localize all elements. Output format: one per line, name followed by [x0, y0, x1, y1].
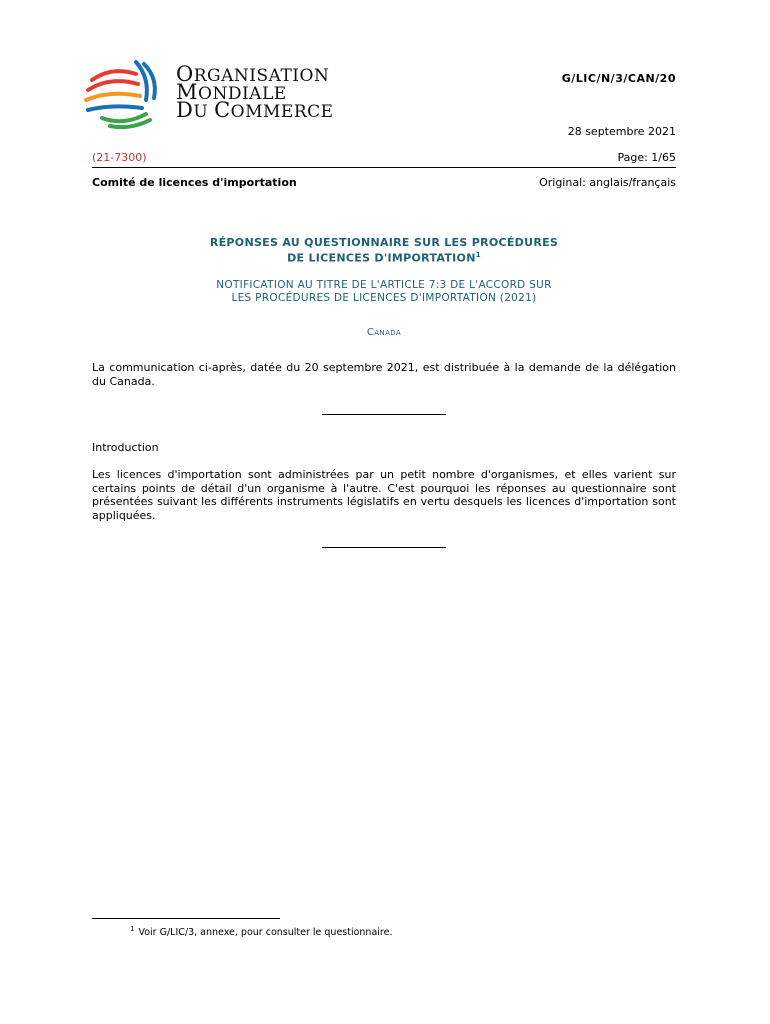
body-paragraph: Les licences d'importation sont administrées par un petit nombre d'organismes, et elles varient sur certains points de détail d'un organisme à l'autre. C'est pourquoi les réponses au questionnaire sont présentées suivant les différents instruments législatifs en vertu desquels les licences d'importation sont appliquées.	[92, 468, 676, 522]
document-title	[92, 236, 676, 265]
header-divider	[92, 167, 676, 168]
original-language: Original: anglais/français	[539, 176, 676, 189]
document-date: 28 septembre 2021	[567, 125, 676, 138]
wto-logo	[84, 58, 166, 130]
footnote-divider	[92, 918, 280, 919]
subtitle-line-1: NOTIFICATION AU TITRE DE L'ARTICLE 7:3 DE L'ACCORD SUR	[216, 279, 552, 291]
page-indicator: Page: 1/65	[617, 151, 676, 164]
intro-paragraph: La communication ci-après, datée du 20 septembre 2021, est distribuée à la demande de la délégation du Canada.	[92, 361, 676, 388]
title-footnote-marker: 1	[475, 251, 481, 259]
country-name: Canada	[366, 327, 402, 338]
document-subtitle	[92, 279, 676, 305]
job-number: (21-7300)	[92, 151, 147, 164]
separator-line	[322, 547, 446, 548]
title-line-1: RÉPONSES AU QUESTIONNAIRE SUR LES PROCÉDURES	[209, 236, 559, 249]
footnote-marker: 1	[130, 925, 135, 933]
org-name-line3: DU COMMERCE	[176, 98, 334, 122]
subtitle-line-2: LES PROCÉDURES DE LICENCES D'IMPORTATION (2021)	[231, 292, 537, 304]
document-symbol: G/LIC/N/3/CAN/20	[561, 72, 676, 85]
org-name-line1: ORGANISATION	[176, 62, 330, 86]
title-line-2	[92, 249, 676, 265]
footnote	[130, 925, 392, 938]
org-name-line2: MONDIALE	[176, 80, 287, 104]
title-line-2-text: DE LICENCES D'IMPORTATION	[287, 251, 476, 265]
separator-line	[322, 414, 446, 415]
committee-name: Comité de licences d'importation	[92, 176, 297, 189]
footnote-text: Voir G/LIC/3, annexe, pour consulter le questionnaire.	[138, 927, 393, 939]
section-heading: Introduction	[92, 441, 159, 454]
